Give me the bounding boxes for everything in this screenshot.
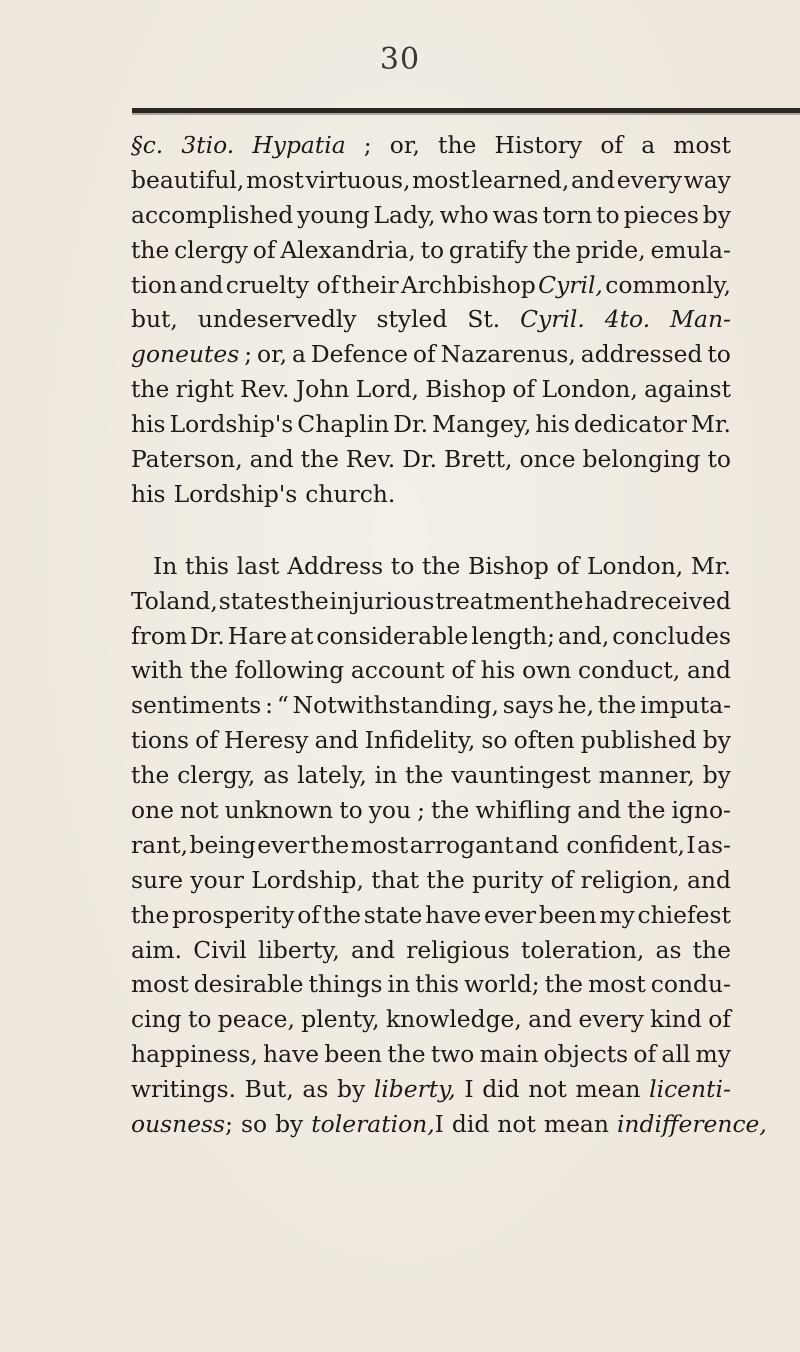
word: to bbox=[339, 796, 363, 825]
word: main bbox=[479, 1040, 539, 1069]
word: all bbox=[661, 1040, 691, 1069]
word: ever bbox=[257, 830, 310, 859]
word: not bbox=[180, 796, 219, 825]
word: of bbox=[633, 1040, 657, 1069]
word: John bbox=[295, 375, 350, 404]
word: mean bbox=[543, 1110, 609, 1139]
word: and bbox=[571, 165, 615, 194]
word: my bbox=[695, 1040, 731, 1069]
word: the bbox=[544, 970, 584, 999]
word: tion bbox=[131, 270, 178, 299]
word: treatment bbox=[435, 586, 554, 615]
word: most bbox=[673, 131, 731, 159]
word: received bbox=[629, 586, 731, 615]
word: the bbox=[322, 900, 362, 929]
word: once bbox=[519, 445, 576, 474]
word: ever bbox=[483, 900, 537, 929]
word: Lord, bbox=[355, 375, 419, 404]
word: chiefest bbox=[637, 900, 731, 929]
word: you bbox=[368, 796, 412, 825]
word: as- bbox=[697, 830, 731, 859]
word: church. bbox=[305, 479, 396, 508]
word: Lady, bbox=[373, 200, 436, 229]
text-line bbox=[131, 407, 731, 442]
word: did bbox=[451, 1110, 490, 1139]
word: beautiful, bbox=[131, 165, 245, 194]
word: and bbox=[577, 796, 622, 825]
word: the bbox=[426, 865, 465, 894]
text-line bbox=[131, 128, 731, 163]
word: accomplished bbox=[131, 200, 294, 229]
word: History bbox=[494, 131, 583, 159]
word: sentiments bbox=[131, 691, 262, 720]
word: the bbox=[532, 235, 571, 264]
word: he, bbox=[557, 691, 595, 720]
word: the bbox=[290, 586, 329, 615]
word: liberty, bbox=[257, 935, 340, 964]
word: plenty, bbox=[301, 1005, 380, 1034]
word: goneutes bbox=[131, 340, 240, 369]
word: by bbox=[702, 200, 731, 229]
word: liberty, bbox=[373, 1075, 456, 1104]
word: ; bbox=[417, 796, 425, 825]
text-line bbox=[131, 268, 731, 303]
word: Defence bbox=[310, 340, 408, 369]
word: desirable bbox=[193, 970, 304, 999]
word: and, bbox=[557, 621, 610, 650]
word: Dr. bbox=[393, 410, 429, 439]
word: religious bbox=[406, 935, 510, 964]
word: and confident, bbox=[514, 830, 685, 859]
word: I bbox=[434, 1110, 444, 1139]
text-line bbox=[131, 163, 731, 198]
paragraph-gap bbox=[131, 512, 731, 549]
word: mean bbox=[575, 1075, 641, 1104]
word: I bbox=[464, 1075, 474, 1104]
word: the bbox=[405, 761, 444, 790]
word: who bbox=[439, 200, 489, 229]
word: Alexandria, bbox=[280, 235, 416, 264]
word: Lordship, bbox=[251, 865, 364, 894]
word: of bbox=[451, 656, 475, 685]
word: In bbox=[153, 551, 178, 580]
word: Infidelity, bbox=[364, 726, 476, 755]
word: §c. bbox=[131, 131, 164, 159]
text-line bbox=[131, 302, 731, 337]
word: often bbox=[513, 726, 575, 755]
text-line bbox=[131, 723, 731, 758]
word: writings. bbox=[131, 1075, 237, 1104]
word: Bishop bbox=[468, 551, 549, 580]
word: most bbox=[246, 165, 304, 194]
word: licenti- bbox=[649, 1075, 731, 1104]
word: Civil bbox=[193, 935, 247, 964]
word: own bbox=[522, 656, 572, 685]
text-line bbox=[131, 933, 731, 968]
word: Nazarenus, bbox=[440, 340, 576, 369]
word: but, bbox=[131, 305, 178, 334]
text-line bbox=[131, 758, 731, 793]
word: to bbox=[596, 200, 620, 229]
word: most bbox=[131, 970, 189, 999]
word: this bbox=[185, 551, 229, 580]
word: Rev. bbox=[345, 445, 396, 474]
word: : bbox=[265, 691, 274, 720]
word: London, bbox=[586, 551, 684, 580]
word: and bbox=[314, 726, 359, 755]
word: so bbox=[481, 726, 508, 755]
word: Address bbox=[287, 551, 384, 580]
word: considerable bbox=[316, 621, 469, 650]
word: their bbox=[341, 270, 399, 299]
word: ; bbox=[244, 340, 253, 369]
word: of bbox=[708, 1005, 731, 1034]
text-line bbox=[131, 1107, 767, 1142]
word: and bbox=[249, 445, 294, 474]
word: arrogant bbox=[409, 830, 514, 859]
word: account bbox=[350, 656, 445, 685]
word: one bbox=[131, 796, 174, 825]
word: cing bbox=[131, 1005, 182, 1034]
word: to bbox=[390, 551, 415, 580]
word: the bbox=[597, 691, 637, 720]
word: Cyril, bbox=[538, 270, 603, 299]
word: aim. bbox=[131, 935, 183, 964]
word: ousness bbox=[131, 1110, 226, 1139]
word: Paterson, bbox=[131, 445, 243, 474]
word: unknown bbox=[224, 796, 334, 825]
word: condu- bbox=[650, 970, 731, 999]
word: Archbishop bbox=[400, 270, 536, 299]
word: have bbox=[425, 900, 482, 929]
word: happiness, bbox=[131, 1040, 258, 1069]
word: Chaplin bbox=[297, 410, 390, 439]
word: emula- bbox=[650, 235, 731, 264]
word: state bbox=[363, 900, 423, 929]
text-line bbox=[131, 1002, 731, 1037]
page-number: 30 bbox=[379, 42, 421, 77]
word: belonging bbox=[582, 445, 701, 474]
word: world; bbox=[464, 970, 540, 999]
word: kind bbox=[650, 1005, 702, 1034]
word: sure bbox=[131, 865, 184, 894]
word: a bbox=[292, 340, 306, 369]
word: or, bbox=[256, 340, 288, 369]
word: 3tio. bbox=[181, 131, 235, 159]
word: the bbox=[189, 656, 229, 685]
word: to bbox=[707, 445, 731, 474]
word: undeservedly bbox=[197, 305, 357, 334]
word: with bbox=[131, 656, 183, 685]
word: “ bbox=[276, 691, 289, 720]
word: the bbox=[310, 830, 350, 859]
word: of bbox=[252, 235, 276, 264]
word: the bbox=[131, 900, 170, 929]
word: from bbox=[131, 621, 188, 650]
word: toleration, bbox=[311, 1110, 435, 1139]
text-line bbox=[131, 549, 731, 584]
word: indifference, bbox=[616, 1110, 767, 1139]
word: the bbox=[300, 445, 339, 474]
word: had bbox=[584, 586, 629, 615]
word: did bbox=[482, 1075, 520, 1104]
word: following bbox=[234, 656, 345, 685]
text-line bbox=[131, 584, 731, 619]
word: Hypatia bbox=[252, 131, 346, 159]
word: the bbox=[387, 1040, 426, 1069]
word: dedicator bbox=[573, 410, 687, 439]
word: so bbox=[240, 1110, 268, 1139]
text-line bbox=[131, 1037, 731, 1072]
word: not bbox=[497, 1110, 536, 1139]
word: of bbox=[195, 726, 218, 755]
text-line bbox=[131, 619, 731, 654]
text-line bbox=[131, 1072, 731, 1107]
word: pieces bbox=[623, 200, 699, 229]
word: Rev. bbox=[240, 375, 290, 404]
word: and bbox=[686, 656, 731, 685]
word: gratify bbox=[448, 235, 528, 264]
word: cruelty of bbox=[225, 270, 340, 299]
word: Mr. bbox=[690, 410, 731, 439]
text-line bbox=[131, 863, 731, 898]
word: published bbox=[580, 726, 697, 755]
word: as bbox=[302, 1075, 329, 1104]
word: that bbox=[371, 865, 420, 894]
word: Heresy bbox=[224, 726, 309, 755]
word: and bbox=[179, 270, 224, 299]
header-rule bbox=[132, 108, 800, 113]
word: he bbox=[554, 586, 584, 615]
word: concludes bbox=[612, 621, 731, 650]
word: and bbox=[528, 1005, 573, 1034]
word: of bbox=[512, 375, 536, 404]
word: Hare bbox=[227, 621, 288, 650]
word: rant, bbox=[131, 830, 189, 859]
paragraph bbox=[131, 549, 767, 1142]
text-line bbox=[131, 337, 731, 372]
word: most bbox=[412, 165, 470, 194]
word: London, bbox=[541, 375, 638, 404]
word: or, bbox=[389, 131, 420, 159]
word: right bbox=[175, 375, 234, 404]
word: the bbox=[438, 131, 477, 159]
word: says bbox=[502, 691, 554, 720]
word: his bbox=[131, 479, 166, 508]
word: Lordship's bbox=[169, 410, 294, 439]
word: to bbox=[707, 340, 731, 369]
word: addressed bbox=[580, 340, 703, 369]
word: your bbox=[190, 865, 244, 894]
word: virtuous, bbox=[305, 165, 411, 194]
word: was bbox=[492, 200, 539, 229]
word: by bbox=[702, 761, 731, 790]
word: by bbox=[702, 726, 731, 755]
word: imputa- bbox=[640, 691, 731, 720]
word: Toland, bbox=[131, 586, 218, 615]
word: two bbox=[430, 1040, 475, 1069]
word: to bbox=[187, 1005, 212, 1034]
word: Man- bbox=[670, 305, 731, 334]
text-line bbox=[131, 967, 731, 1002]
word: conduct, bbox=[578, 656, 681, 685]
text-line bbox=[131, 653, 731, 688]
word: objects bbox=[543, 1040, 629, 1069]
word: of bbox=[412, 340, 436, 369]
word: Lordship's bbox=[173, 479, 298, 508]
word: clergy bbox=[174, 235, 248, 264]
word: Dr. bbox=[190, 621, 225, 650]
word: a bbox=[641, 131, 656, 159]
word: ; bbox=[363, 131, 372, 159]
word: in bbox=[374, 761, 398, 790]
word: every bbox=[616, 165, 682, 194]
text-line bbox=[131, 372, 731, 407]
word: and bbox=[351, 935, 396, 964]
word: the bbox=[692, 935, 731, 964]
text-line bbox=[131, 442, 731, 477]
word: igno- bbox=[671, 796, 731, 825]
word: at bbox=[290, 621, 314, 650]
text-line bbox=[131, 198, 731, 233]
word: styled bbox=[376, 305, 448, 334]
word: Bishop bbox=[425, 375, 507, 404]
word: been bbox=[538, 900, 597, 929]
text-line bbox=[131, 688, 731, 723]
word: of bbox=[297, 900, 320, 929]
word: Notwithstanding, bbox=[292, 691, 499, 720]
word: my bbox=[599, 900, 635, 929]
word: injurious bbox=[329, 586, 435, 615]
word: the bbox=[131, 235, 170, 264]
word: learned, bbox=[471, 165, 570, 194]
word: I bbox=[686, 830, 696, 859]
word: peace, bbox=[217, 1005, 295, 1034]
word: of bbox=[600, 131, 624, 159]
word: But, bbox=[244, 1075, 294, 1104]
word: toleration, bbox=[520, 935, 645, 964]
word: have bbox=[263, 1040, 320, 1069]
word: clergy, bbox=[177, 761, 256, 790]
word: by bbox=[336, 1075, 366, 1104]
word: torn bbox=[542, 200, 593, 229]
word: Mr. bbox=[690, 551, 731, 580]
word: every bbox=[578, 1005, 644, 1034]
word: as bbox=[263, 761, 290, 790]
text-line bbox=[131, 793, 731, 828]
word: last bbox=[236, 551, 280, 580]
word: of bbox=[550, 865, 574, 894]
word: way bbox=[683, 165, 731, 194]
word: most bbox=[350, 830, 409, 859]
word: most bbox=[588, 970, 646, 999]
paragraph bbox=[131, 128, 731, 512]
word: things bbox=[308, 970, 383, 999]
word: pride, bbox=[575, 235, 646, 264]
word: Brett, bbox=[444, 445, 513, 474]
word: manner, bbox=[598, 761, 695, 790]
word: 4to. bbox=[604, 305, 651, 334]
word: the bbox=[627, 796, 666, 825]
text-line bbox=[131, 828, 731, 863]
word: to bbox=[420, 235, 445, 264]
word: Dr. bbox=[402, 445, 438, 474]
word: the bbox=[131, 375, 170, 404]
word: his bbox=[480, 656, 516, 685]
word: been bbox=[324, 1040, 383, 1069]
body-text bbox=[131, 128, 767, 1142]
word: the bbox=[131, 761, 170, 790]
word: not bbox=[528, 1075, 567, 1104]
word: as bbox=[655, 935, 682, 964]
word: states bbox=[218, 586, 290, 615]
word: the bbox=[421, 551, 461, 580]
word: young bbox=[297, 200, 370, 229]
word: St. bbox=[467, 305, 501, 334]
word: being bbox=[189, 830, 256, 859]
word: Cyril. bbox=[520, 305, 585, 334]
text-line bbox=[131, 898, 731, 933]
word: Mangey, bbox=[432, 410, 532, 439]
text-line bbox=[131, 477, 731, 512]
word: knowledge, bbox=[385, 1005, 522, 1034]
word: ; bbox=[225, 1110, 233, 1139]
word: his bbox=[535, 410, 570, 439]
word: tions bbox=[131, 726, 190, 755]
word: his bbox=[131, 410, 166, 439]
word: prosperity bbox=[172, 900, 295, 929]
word: length; bbox=[471, 621, 555, 650]
word: of bbox=[556, 551, 580, 580]
text-line bbox=[131, 233, 731, 268]
word: whifling bbox=[475, 796, 572, 825]
word: religion, bbox=[580, 865, 680, 894]
word: by bbox=[275, 1110, 304, 1139]
word: in bbox=[387, 970, 411, 999]
word: vauntingest bbox=[451, 761, 591, 790]
word: purity bbox=[471, 865, 544, 894]
word: the bbox=[431, 796, 470, 825]
word: lately, bbox=[297, 761, 367, 790]
word: commonly, bbox=[605, 270, 731, 299]
word: against bbox=[644, 375, 731, 404]
word: and bbox=[686, 865, 731, 894]
word: this bbox=[415, 970, 460, 999]
